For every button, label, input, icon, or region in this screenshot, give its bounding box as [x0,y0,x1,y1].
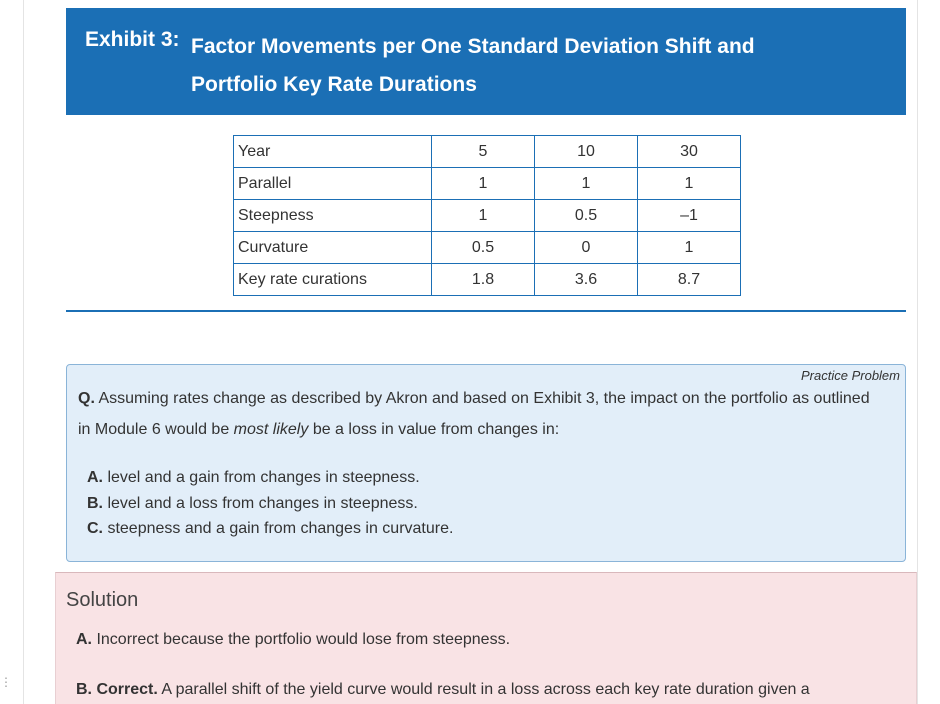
table-cell: 3.6 [535,264,638,296]
table-cell: 1 [638,232,741,264]
table-cell: 30 [638,136,741,168]
table-cell: –1 [638,200,741,232]
solution-a [76,630,510,650]
solution-box [55,572,917,704]
edge-handle-icon: ⋮ [0,675,12,689]
table-cell: 1 [432,200,535,232]
solution-b-text: A parallel shift of the yield curve would result in a loss across each key rate duration given a [161,681,810,698]
solution-heading: Solution [66,589,139,611]
choice-a [87,465,453,491]
exhibit-header [66,8,906,115]
exhibit-divider [66,310,906,312]
choice-letter: B. [87,494,103,512]
choice-text: level and a gain from changes in steepness. [107,469,420,486]
table-cell-label: Key rate curations [234,264,432,296]
left-border [23,0,24,704]
practice-problem-tag: Practice Problem [801,368,900,383]
table-cell-label: Parallel [234,168,432,200]
right-border [917,0,918,704]
table-cell: 1 [432,168,535,200]
table-row [234,168,741,200]
table-header-row [234,136,741,168]
table-row [234,232,741,264]
choice-letter: C. [87,520,103,537]
answer-choices [87,465,453,542]
choice-letter: A. [87,469,103,486]
choice-c [87,516,453,542]
table-cell: 0.5 [535,200,638,232]
table-cell: 10 [535,136,638,168]
question-text [78,383,878,445]
choice-b [87,491,453,517]
table-cell-label: Steepness [234,200,432,232]
question-emphasis: most likely [233,421,309,438]
question-prefix: Q. [78,390,95,407]
table-cell: 1 [638,168,741,200]
practice-problem-box [66,364,906,562]
table-cell: 1.8 [432,264,535,296]
choice-text: steepness and a gain from changes in curvature. [107,520,454,537]
table-cell: 5 [432,136,535,168]
choice-text: level and a loss from changes in steepness. [107,494,418,512]
solution-b-lead: B. Correct. [76,681,158,698]
exhibit-label: Exhibit 3: [85,28,180,51]
table-cell-label: Year [234,136,432,168]
table-cell-label: Curvature [234,232,432,264]
table-cell: 1 [535,168,638,200]
solution-a-text: Incorrect because the portfolio would lose from steepness. [96,631,511,648]
table-cell: 0 [535,232,638,264]
question-part-1: Assuming rates change as described by Akron and based on Exhibit 3, the impact on the portfolio as outlined in Module 6 would be [78,390,870,438]
table-cell: 8.7 [638,264,741,296]
solution-b [76,680,906,700]
table-row [234,264,741,296]
factor-table [233,135,741,296]
table-cell: 0.5 [432,232,535,264]
exhibit-title: Factor Movements per One Standard Deviation Shift and Portfolio Key Rate Durations [191,35,755,96]
question-part-2: be a loss in value from changes in: [312,421,560,438]
solution-a-letter: A. [76,631,92,648]
table-row [234,200,741,232]
